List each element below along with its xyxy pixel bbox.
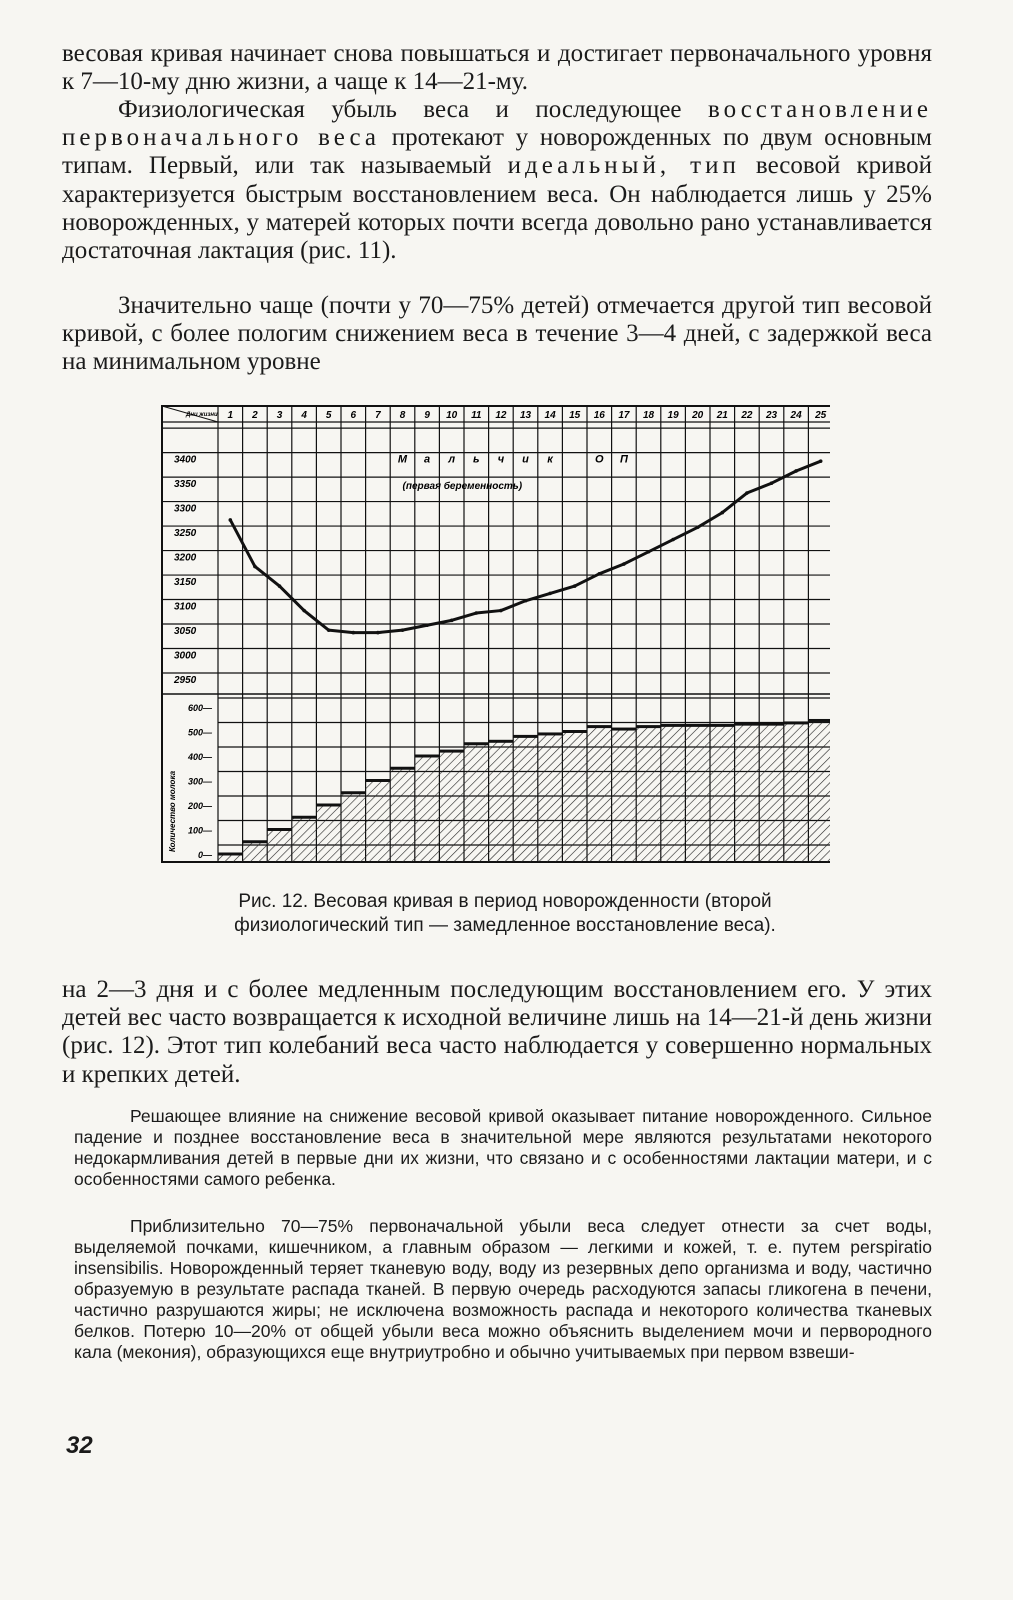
annotation-letter: П: [619, 453, 628, 466]
paragraph-1: весовая кривая начинает снова повышаться и достигает первоначального уровня к 7—10-му дню жизни, а чаще к 14—21-му.: [62, 40, 932, 96]
day-tick-label: 16: [593, 410, 605, 421]
day-tick-label: 6: [350, 410, 357, 421]
weight-point-day-19: [671, 538, 675, 542]
milk-step-24: [784, 721, 809, 724]
milk-step-8: [390, 767, 415, 770]
annotation-letter: О: [595, 453, 604, 466]
milk-step-22: [735, 723, 760, 726]
weight-point-day-7: [376, 631, 380, 635]
paragraph-3: Значительно чаще (почти у 70—75% детей) отмечается другой тип весовой кривой, с более пологим снижением веса в течение 3—4 дней, с задержкой веса на минимальном уровне: [62, 292, 932, 376]
weight-point-day-20: [696, 525, 700, 529]
weight-point-day-2: [253, 565, 257, 569]
page-number: 32: [66, 1432, 93, 1459]
weight-point-day-24: [794, 469, 798, 473]
day-tick-label: 8: [399, 410, 406, 421]
day-tick-label: 5: [325, 410, 332, 421]
day-tick-label: 20: [692, 410, 704, 421]
milk-tick-label: 0—: [197, 850, 212, 860]
milk-step-13: [513, 735, 538, 738]
weight-tick-label: 3300: [174, 503, 197, 515]
weight-tick-label: 3200: [174, 552, 197, 564]
day-tick-label: 9: [424, 410, 430, 421]
weight-tick-label: 3400: [174, 454, 197, 466]
milk-step-12: [489, 740, 514, 743]
annotation-letter: и: [522, 453, 529, 466]
weight-point-day-18: [647, 550, 651, 554]
milk-step-1: [218, 853, 243, 856]
milk-step-14: [538, 732, 563, 735]
milk-step-15: [562, 730, 587, 733]
figure-caption: Рис. 12. Весовая кривая в период новорожденности (второй физиологический тип — замедленное восстановление веса).: [234, 891, 776, 936]
milk-step-2: [243, 840, 268, 843]
milk-step-25: [808, 719, 830, 722]
milk-step-17: [612, 728, 637, 731]
milk-tick-label: 300—: [187, 776, 212, 787]
milk-step-21: [710, 724, 735, 727]
weight-tick-label: 3150: [174, 577, 197, 589]
day-tick-label: 18: [642, 410, 655, 421]
milk-step-16: [587, 725, 612, 728]
milk-step-10: [439, 750, 464, 753]
day-tick-label: 13: [519, 410, 532, 421]
milk-step-9: [415, 755, 440, 758]
corner-label: Дни жизни: [186, 412, 218, 418]
milk-area: [218, 720, 830, 862]
paragraph-2: [62, 96, 932, 265]
paragraph-6: Приблизительно 70—75% первоначальной убыли веса следует отнести за счет воды, выделяемой почками, кишечником, а главным образом — легкими и кожей, т. е. путем perspiratio insensibilis. Новорожденный теряет тканевую воду, воду из резервных депо организма и воду, частично образуемую в результате распада тканей. В первую очередь расходуются запасы гликогена в печени, частично разрушаются жиры; не исключена возможность распада и некоторого количества тканевых белков. Потерю 10—20% от общей убыли веса можно объяснить выделением мочи и первородного кала (мекония), образующихся еще внутриутробно и обычно учитываемых при первом взвеши-: [74, 1216, 932, 1362]
day-tick-label: 12: [495, 410, 507, 421]
weight-point-day-23: [770, 481, 774, 485]
weight-point-day-14: [548, 592, 552, 596]
milk-step-19: [661, 724, 686, 727]
day-tick-label: 2: [252, 410, 258, 421]
weight-point-day-16: [598, 572, 602, 576]
milk-step-18: [636, 725, 661, 728]
day-tick-label: 10: [446, 410, 458, 421]
weight-point-day-17: [622, 562, 626, 566]
milk-tick-label: 100—: [187, 825, 212, 836]
weight-point-day-9: [425, 623, 429, 627]
day-tick-label: 21: [716, 410, 728, 421]
weight-point-day-12: [499, 609, 503, 613]
milk-tick-label: 500—: [187, 727, 212, 738]
weight-tick-label: 3250: [174, 528, 197, 540]
weight-point-day-10: [450, 619, 454, 623]
weight-point-day-13: [524, 599, 528, 603]
day-tick-label: 15: [569, 410, 581, 421]
milk-tick-label: 600—: [187, 703, 212, 713]
day-tick-label: 24: [790, 410, 802, 421]
weight-point-day-22: [745, 491, 749, 495]
weight-point-day-4: [302, 609, 306, 613]
day-tick-label: 22: [741, 410, 753, 421]
paragraph-2-part-c: весовой кривой характеризуется быстрым восстановлением веса. Он наблюдается лишь у 25% новорожденных, у матерей которых почти всегда довольно рано устанавливается достаточная лактация (рис. 11).: [62, 152, 932, 265]
weight-point-day-3: [278, 584, 282, 588]
milk-tick-label: 400—: [187, 752, 212, 762]
milk-step-6: [341, 791, 366, 794]
weight-point-day-25: [819, 459, 823, 463]
emphasis-restoration: восстановление первоначального веса: [62, 96, 932, 152]
day-tick-label: 7: [375, 410, 381, 421]
weight-point-day-1: [229, 518, 233, 522]
milk-axis-label: Количество молока: [168, 770, 177, 852]
paragraph-4: на 2—3 дня и с более медленным последующим восстановлением его. У этих детей вес часто возвращается к исходной величине лишь на 14—21-й день жизни (рис. 12). Этот тип колебаний веса часто наблюдается у совершенно нормальных и крепких детей.: [62, 976, 932, 1088]
milk-step-3: [267, 828, 292, 831]
weight-curve-figure: [160, 400, 830, 870]
day-tick-label: 23: [765, 410, 778, 421]
weight-point-day-6: [352, 631, 356, 635]
annotation-text: (первая беременность): [402, 481, 523, 493]
milk-step-11: [464, 742, 489, 745]
milk-step-7: [366, 779, 391, 782]
weight-tick-label: 3000: [174, 650, 197, 662]
annotation-letter: а: [424, 453, 431, 466]
weight-point-day-21: [721, 511, 725, 515]
day-tick-label: 1: [227, 410, 234, 421]
day-tick-label: 14: [544, 410, 556, 421]
milk-step-23: [759, 723, 784, 726]
paragraph-5: Решающее влияние на снижение весовой кривой оказывает питание новорожденного. Сильное падение и позднее восстановление веса в значительной мере являются результатами некоторого недокармливания детей в первые дни их жизни, что связано и с особенностями лактации матери, и с особенностями самого ребенка.: [74, 1106, 932, 1189]
weight-tick-label: 2950: [174, 675, 197, 687]
day-tick-label: 3: [276, 410, 283, 421]
milk-step-5: [316, 804, 341, 807]
weight-tick-label: 3350: [174, 479, 197, 491]
day-tick-label: 25: [815, 410, 827, 421]
day-tick-label: 19: [667, 410, 679, 421]
weight-point-day-11: [475, 611, 479, 615]
weight-point-day-8: [401, 628, 405, 632]
day-tick-label: 11: [471, 410, 482, 421]
weight-curve-line: [230, 461, 820, 632]
paragraph-2-part-b: протекают у новорожденных по двум основным типам. Первый, или так называемый: [62, 124, 932, 180]
day-tick-label: 17: [618, 410, 630, 421]
annotation-letter: М: [397, 453, 408, 466]
emphasis-ideal-type: идеальный, тип: [507, 152, 740, 180]
weight-tick-label: 3100: [174, 601, 197, 613]
milk-step-20: [685, 724, 710, 727]
milk-tick-label: 200—: [187, 801, 212, 811]
annotation-letter: к: [547, 453, 553, 466]
annotation-letter: ь: [473, 453, 480, 466]
weight-point-day-5: [327, 628, 331, 632]
annotation-letter: ч: [497, 453, 505, 466]
weight-tick-label: 3050: [174, 626, 197, 638]
annotation-letter: л: [448, 453, 456, 466]
day-tick-label: 4: [301, 410, 307, 421]
milk-step-4: [292, 816, 317, 819]
paragraph-2-part-a: Физиологическая убыль веса и последующее: [118, 96, 708, 123]
weight-point-day-15: [573, 584, 577, 588]
